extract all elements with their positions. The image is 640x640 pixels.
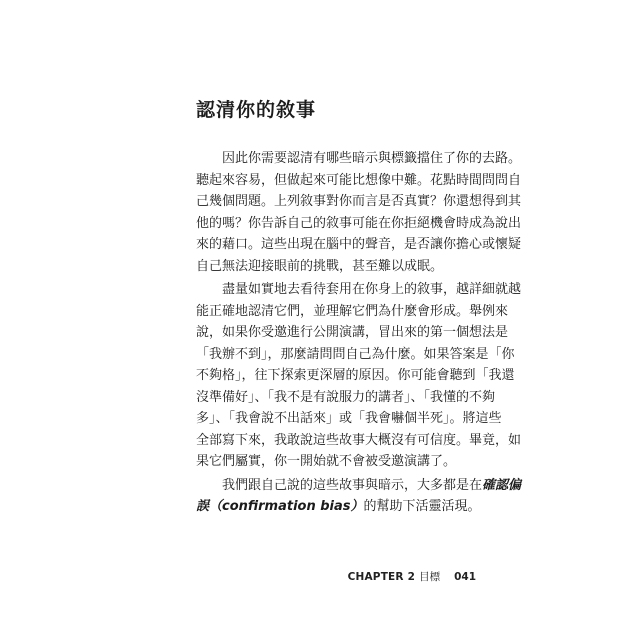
section-heading: 認清你的敘事 [196, 99, 317, 121]
chapter-label: CHAPTER 2 [347, 571, 416, 583]
text-line: 盡量如實地去看待套用在你身上的敘事，越詳細就越 [222, 282, 522, 297]
paragraph-3 [196, 475, 522, 518]
text-line: 說，如果你受邀進行公開演講，冒出來的第一個想法是 [196, 325, 509, 340]
text-line: 全部寫下來，我敢說這些故事大概沒有可信度。畢竟，如 [196, 432, 522, 448]
page-number: 041 [454, 571, 476, 583]
text-line: 能正確地認清它們，並理解它們為什麼會形成。舉例來 [196, 303, 509, 319]
text-line [196, 496, 500, 518]
text-line: 沒準備好」、「我不是有說服力的講者」、「我懂的不夠 [196, 389, 496, 405]
text-line: 聽起來容易，但做起來可能比想像中難。花點時間問問自 [196, 172, 522, 188]
text-run: 我們跟自己說的這些故事與暗示，大多都是在 [222, 477, 483, 493]
text-line: 因此你需要認清有哪些暗示與標籤擋住了你的去路。 [222, 151, 522, 166]
text-line: 不夠格」，往下探索更深層的原因。你可能會聽到「我還 [196, 368, 515, 383]
text-line: 他的嗎？你告訴自己的敘事可能在你拒絕機會時成為說出 [196, 215, 522, 231]
paragraph-1 [196, 148, 522, 277]
text-run: 的幫助下活靈活現。 [363, 499, 481, 514]
emphasized-term: 確認偏 [482, 477, 522, 493]
chapter-title: 目標 [419, 571, 441, 583]
emphasized-term: 誤（confirmation bias） [196, 499, 364, 514]
body-text [196, 148, 522, 520]
text-line: 己幾個問題。上列敘事對你而言是否真實？你還想得到其 [196, 194, 522, 209]
text-line: 來的藉口。這些出現在腦中的聲音，是否讓你擔心或懷疑 [196, 237, 522, 252]
text-line: 多」、「我會說不出話來」或「我會嚇個半死」。將這些 [196, 411, 502, 426]
running-footer [348, 570, 476, 584]
text-line: 「我辦不到」，那麼請問問自己為什麼。如果答案是「你 [196, 346, 515, 362]
text-line: 果它們屬實，你一開始就不會被受邀演講了。 [196, 454, 457, 469]
paragraph-2 [196, 279, 522, 473]
text-line [196, 475, 522, 497]
text-line: 自己無法迎接眼前的挑戰，甚至難以成眠。 [196, 258, 444, 274]
